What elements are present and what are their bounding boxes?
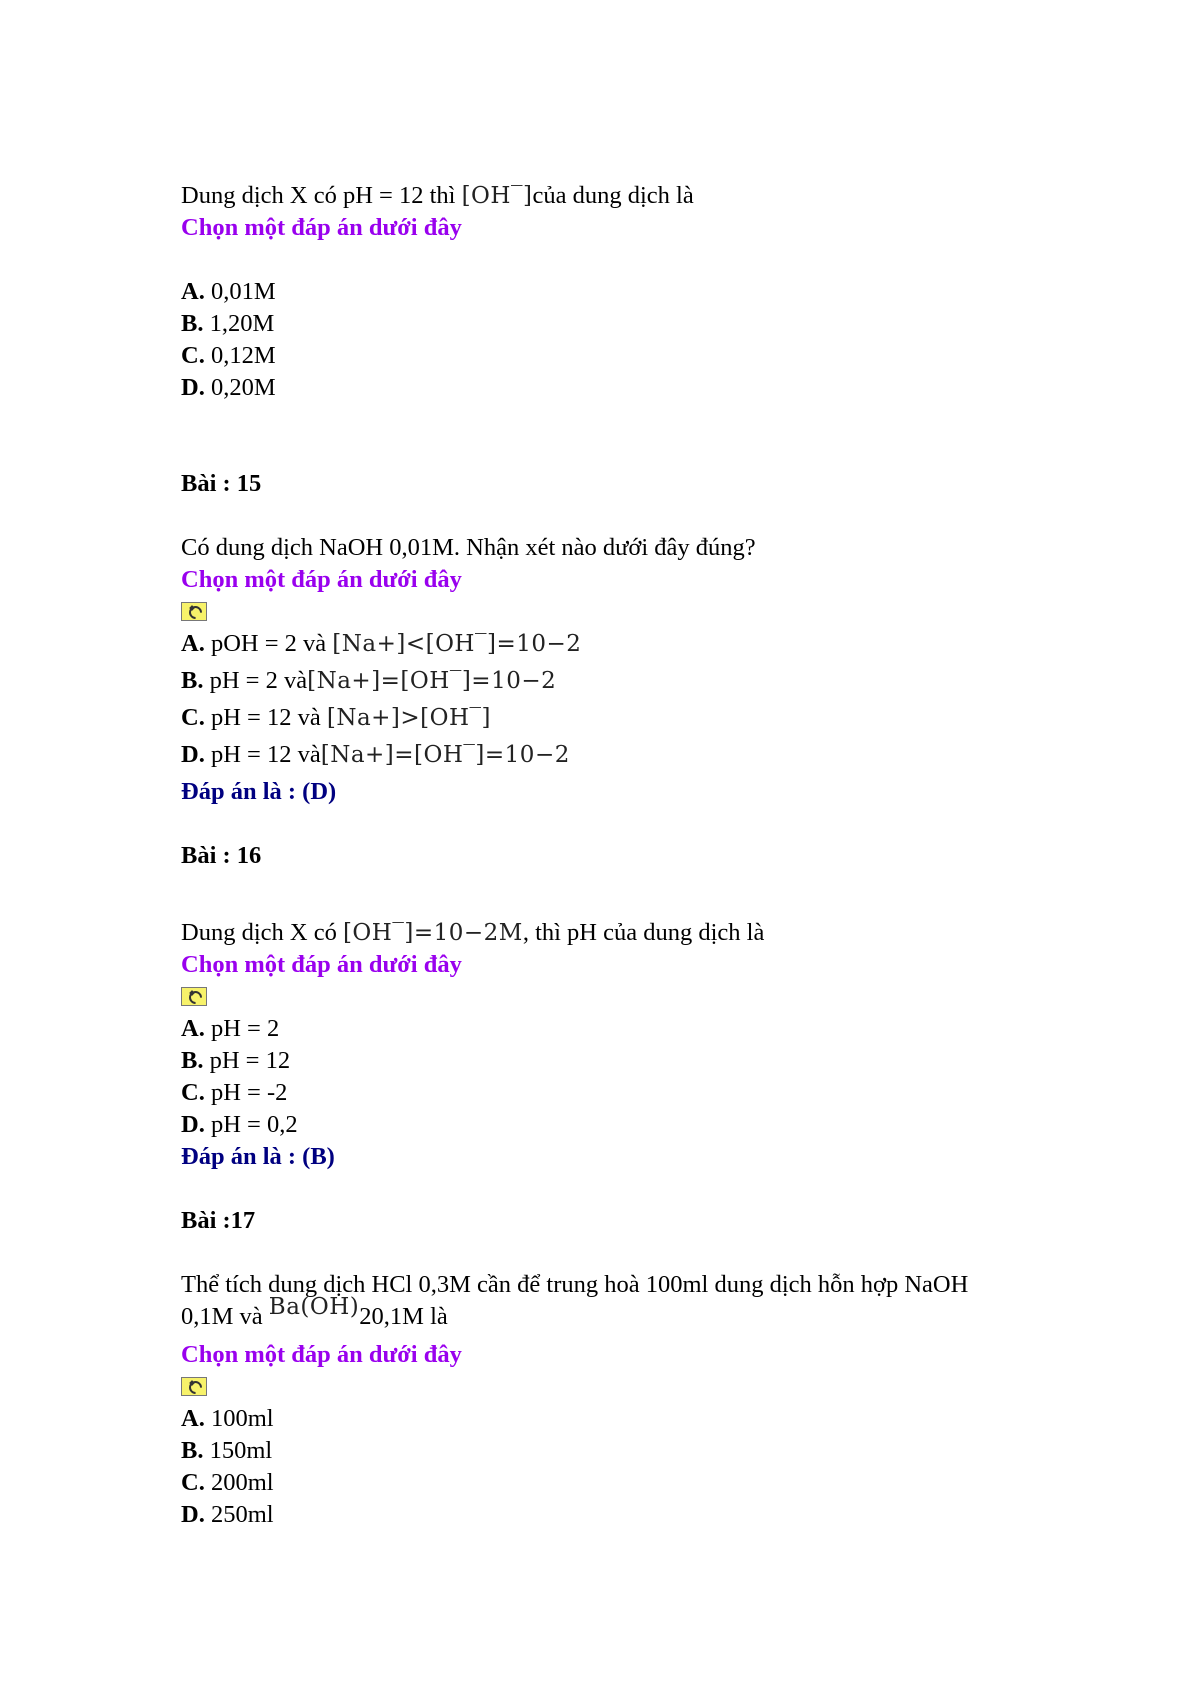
q17-question-suffix: 20,1M là <box>359 1303 448 1330</box>
option-text: pH = 2 và <box>203 667 308 694</box>
q16-option-c[interactable] <box>181 1077 1101 1109</box>
q16-question <box>181 917 1101 949</box>
q14-question-prefix: Dung dịch X có pH = 12 thì <box>181 182 462 209</box>
option-text: pH = 12 và <box>204 741 321 768</box>
q15-choose-prompt: Chọn một đáp án dưới đây <box>181 566 462 593</box>
option-label: B. <box>181 1047 204 1074</box>
q14-question <box>181 180 1101 212</box>
refresh-icon[interactable] <box>181 987 207 1006</box>
q16-answer: Đáp án là : (B) <box>181 1143 335 1170</box>
option-text: pH = 0,2 <box>204 1111 298 1138</box>
q14-option-d[interactable] <box>181 372 1101 404</box>
option-label: C. <box>181 342 205 369</box>
q14-option-c[interactable] <box>181 340 1101 372</box>
option-text: pH = 12 và <box>204 704 327 731</box>
q16-question-suffix: , thì pH của dung dịch là <box>522 919 765 946</box>
option-text: 250ml <box>204 1501 274 1528</box>
option-label: A. <box>181 1405 205 1432</box>
option-text: 0,01M <box>204 278 276 305</box>
q14-option-a[interactable] <box>181 276 1101 308</box>
option-label: B. <box>181 1437 204 1464</box>
refresh-icon[interactable] <box>181 602 207 621</box>
q16-question-prefix: Dung dịch X có <box>181 919 343 946</box>
option-formula: [Na+]>[OH‾] <box>326 705 492 731</box>
q17-option-d[interactable] <box>181 1499 1101 1531</box>
q17-question-prefix: 0,1M và <box>181 1303 269 1330</box>
q14-choose-prompt: Chọn một đáp án dưới đây <box>181 214 462 241</box>
document-page <box>181 180 1101 1531</box>
option-formula: [Na+]=[OH‾]=10−2 <box>320 742 570 768</box>
option-label: C. <box>181 1079 205 1106</box>
option-label: A. <box>181 1015 205 1042</box>
q17-question-line1: Thể tích dung dịch HCl 0,3M cần để trung hoà 100ml dung dịch hỗn hợp NaOH <box>181 1271 969 1298</box>
q17-question-line2 <box>181 1294 1101 1339</box>
option-formula: [Na+]=[OH‾]=10−2 <box>307 668 557 694</box>
option-label: D. <box>181 741 205 768</box>
q16-option-b[interactable] <box>181 1045 1101 1077</box>
q17-option-a[interactable] <box>181 1403 1101 1435</box>
option-formula: [Na+]<[OH‾]=10−2 <box>332 631 582 657</box>
refresh-icon[interactable] <box>181 1377 207 1396</box>
q15-option-a[interactable] <box>181 628 1101 665</box>
q14-formula: [OH‾] <box>461 183 533 209</box>
option-label: A. <box>181 278 205 305</box>
option-text: 200ml <box>204 1469 274 1496</box>
option-text: pH = 2 <box>204 1015 280 1042</box>
q16-choose-prompt: Chọn một đáp án dưới đây <box>181 951 462 978</box>
q17-option-b[interactable] <box>181 1435 1101 1467</box>
q17-title: Bài :17 <box>181 1207 256 1234</box>
option-text: 150ml <box>203 1437 273 1464</box>
option-text: pOH = 2 và <box>204 630 333 657</box>
option-label: D. <box>181 1111 205 1138</box>
option-text: 100ml <box>204 1405 274 1432</box>
option-label: D. <box>181 374 205 401</box>
option-text: 0,12M <box>204 342 276 369</box>
option-label: C. <box>181 704 205 731</box>
q15-title: Bài : 15 <box>181 470 262 497</box>
option-text: 0,20M <box>204 374 276 401</box>
q17-choose-prompt: Chọn một đáp án dưới đây <box>181 1341 462 1368</box>
option-label: C. <box>181 1469 205 1496</box>
q16-formula: [OH‾]=10−2M <box>342 920 523 946</box>
q15-option-c[interactable] <box>181 702 1101 739</box>
option-label: B. <box>181 310 204 337</box>
q17-option-c[interactable] <box>181 1467 1101 1499</box>
q16-option-d[interactable] <box>181 1109 1101 1141</box>
q14-question-suffix: của dung dịch là <box>532 182 694 209</box>
q15-answer: Đáp án là : (D) <box>181 778 337 805</box>
q16-title: Bài : 16 <box>181 842 262 869</box>
q16-option-a[interactable] <box>181 1013 1101 1045</box>
option-text: 1,20M <box>203 310 275 337</box>
q15-question: Có dung dịch NaOH 0,01M. Nhận xét nào dưới đây đúng? <box>181 534 756 561</box>
q15-option-d[interactable] <box>181 739 1101 776</box>
option-text: pH = -2 <box>204 1079 288 1106</box>
q14-option-b[interactable] <box>181 308 1101 340</box>
option-text: pH = 12 <box>203 1047 291 1074</box>
option-label: A. <box>181 630 205 657</box>
option-label: B. <box>181 667 204 694</box>
q17-formula: Ba(OH) <box>268 1294 360 1320</box>
q15-option-b[interactable] <box>181 665 1101 702</box>
option-label: D. <box>181 1501 205 1528</box>
